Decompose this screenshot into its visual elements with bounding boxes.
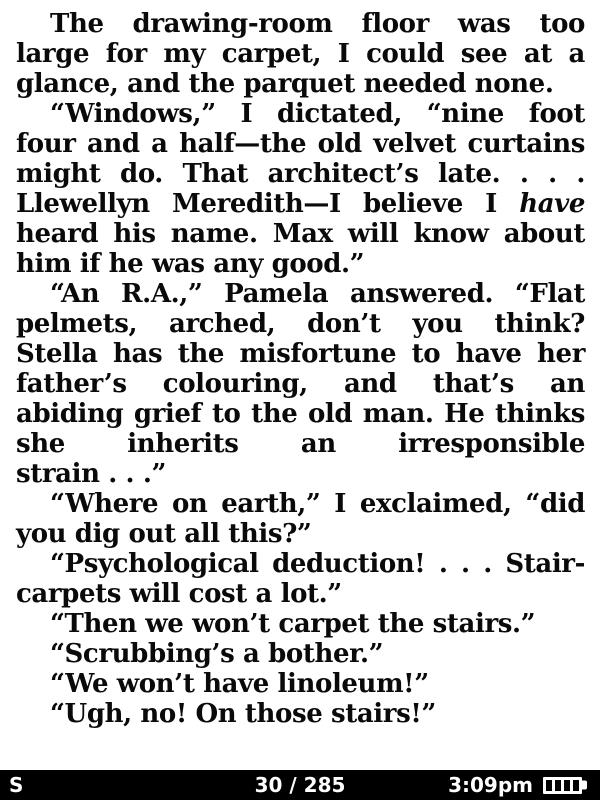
text-line: Llewellyn Meredith—I believe I have [16, 189, 585, 219]
text-line: The drawing-room floor was too [50, 9, 585, 39]
text-line: pelmets, arched, don’t you think? [16, 309, 585, 339]
battery-cell [555, 780, 564, 791]
text-line: abiding grief to the old man. He thinks [16, 399, 585, 429]
text-line: heard his name. Max will know about [16, 219, 585, 249]
text-line: “Scrubbing’s a bother.” [50, 639, 384, 669]
battery-cell [564, 780, 573, 791]
text-line: Stella has the misfortune to have her [16, 339, 585, 369]
text-line: father’s colouring, and that’s an [16, 369, 585, 399]
text-line: “We won’t have linoleum!” [50, 669, 429, 699]
text-line: “Then we won’t carpet the stairs.” [50, 609, 536, 639]
battery-cell [546, 780, 555, 791]
text-line: carpets will cost a lot.” [16, 579, 342, 609]
text-line: she inherits an irresponsible [16, 429, 585, 459]
page-progress: 30 / 285 [254, 773, 346, 797]
status-bar [0, 770, 600, 800]
text-line: you dig out all this?” [16, 519, 312, 549]
text-line: “Where on earth,” I exclaimed, “did [50, 489, 585, 519]
status-left-indicator: S [9, 773, 24, 797]
status-right-group [448, 773, 591, 797]
battery-icon [543, 777, 582, 794]
text-line: him if he was any good.” [16, 249, 365, 279]
text-line: “An R.A.,” Pamela answered. “Flat [50, 279, 585, 309]
battery-cell [573, 780, 579, 791]
text-line: “Psychological deduction! . . . Stair- [50, 549, 585, 579]
text-line: four and a half—the old velvet curtains [16, 129, 585, 159]
text-line: glance, and the parquet needed none. [16, 69, 554, 99]
text-line: “Windows,” I dictated, “nine foot [50, 99, 585, 129]
text-line: large for my carpet, I could see at a [16, 39, 585, 69]
clock: 3:09pm [448, 773, 533, 797]
text-line: strain . . .” [16, 459, 167, 489]
text-line: “Ugh, no! On those stairs!” [50, 699, 436, 729]
text-line: might do. That architect’s late. . . . [16, 159, 585, 189]
